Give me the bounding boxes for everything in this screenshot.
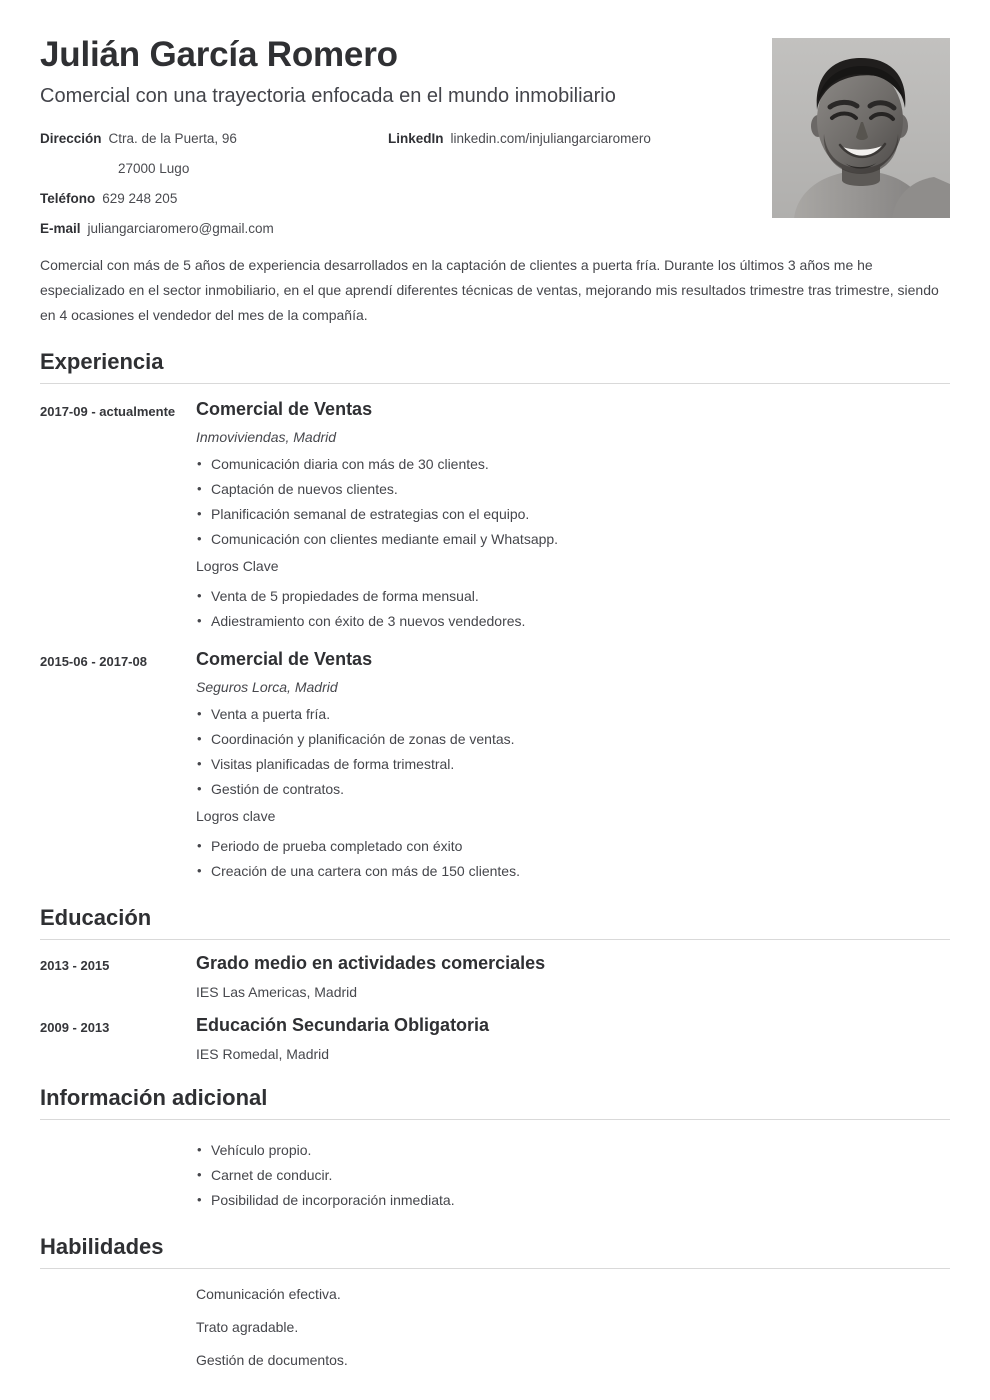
skills-body — [196, 1284, 950, 1370]
contact-email — [40, 221, 388, 236]
experience-duties-list — [196, 452, 950, 552]
address-value-line1: Ctra. de la Puerta, 96 — [108, 131, 237, 146]
headline-subtitle: Comercial con una trayectoria enfocada en el mundo inmobiliario — [40, 85, 616, 107]
phone-value[interactable]: 629 248 205 — [102, 191, 178, 206]
section-additional-info — [40, 1084, 950, 1213]
additional-info-entry — [40, 1133, 950, 1213]
experience-entry-date: 2017-09 - actualmente — [40, 404, 176, 419]
skills-entry — [40, 1282, 950, 1370]
education-entry — [40, 1013, 950, 1064]
email-value[interactable]: juliangarciaromero@gmail.com — [87, 221, 274, 236]
experience-entry-date: 2015-06 - 2017-08 — [40, 654, 147, 669]
section-experience — [40, 348, 950, 884]
list-item: • Carnet de conducir. — [196, 1163, 950, 1188]
email-label: E-mail — [40, 221, 81, 236]
professional-summary: Comercial con más de 5 años de experiencia desarrollados en la captación de clientes a puerta fría. Durante los últimos 3 años me he especializado en el sector inmobiliario, en el que aprendí diferentes técnicas de ventas, mejorando mis resultados trimestre tras trimestre, siendo en 4 ocasiones el vendedor del mes de la compañía. — [40, 257, 939, 323]
list-item: • Vehículo propio. — [196, 1138, 950, 1163]
experience-job-title: Comercial de Ventas — [196, 399, 373, 419]
experience-entry-body — [196, 647, 950, 884]
phone-label: Teléfono — [40, 191, 96, 206]
list-item: • Periodo de prueba completado con éxito — [196, 834, 950, 859]
section-skills — [40, 1233, 950, 1370]
education-degree: Grado medio en actividades comerciales — [196, 953, 546, 973]
contact-phone — [40, 191, 388, 206]
list-item: Gestión de documentos. — [196, 1352, 348, 1368]
page-title: Julián García Romero — [40, 35, 398, 74]
education-entry-body — [196, 951, 950, 1002]
list-item: • Coordinación y planificación de zonas de ventas. — [196, 727, 950, 752]
experience-achievements-label: Logros clave — [196, 808, 276, 824]
education-institution: IES Las Americas, Madrid — [196, 984, 358, 1000]
experience-duties-list — [196, 702, 950, 802]
list-item: • Captación de nuevos clientes. — [196, 477, 950, 502]
skills-spacer — [40, 1282, 196, 1370]
experience-achievements-label: Logros Clave — [196, 558, 279, 574]
address-value-line2: 27000 Lugo — [118, 161, 190, 176]
list-item: • Gestión de contratos. — [196, 777, 950, 802]
list-item: Trato agradable. — [196, 1319, 299, 1335]
education-entry-date: 2013 - 2015 — [40, 958, 110, 973]
experience-company: Inmoviviendas, Madrid — [196, 429, 337, 445]
contact-row-address-line2 — [40, 161, 740, 177]
experience-job-title: Comercial de Ventas — [196, 649, 373, 669]
experience-entry — [40, 397, 950, 634]
avatar — [772, 38, 950, 218]
contact-linkedin — [388, 131, 651, 146]
contact-row-address-linkedin — [40, 131, 740, 147]
education-entry-date: 2009 - 2013 — [40, 1020, 110, 1035]
list-item: • Venta a puerta fría. — [196, 702, 950, 727]
additional-info-spacer — [40, 1133, 196, 1213]
experience-company: Seguros Lorca, Madrid — [196, 679, 338, 695]
portrait-photo-icon — [772, 38, 950, 218]
additional-info-body — [196, 1133, 950, 1213]
education-entry — [40, 951, 950, 1002]
contact-row-email — [40, 221, 740, 237]
list-item: • Posibilidad de incorporación inmediata. — [196, 1188, 950, 1213]
contact-row-phone — [40, 191, 740, 207]
contact-address-line2 — [40, 161, 388, 176]
section-title-additional-info: Información adicional — [40, 1084, 950, 1120]
education-institution: IES Romedal, Madrid — [196, 1046, 330, 1062]
experience-achievements-list — [196, 584, 950, 634]
list-item: • Comunicación diaria con más de 30 clientes. — [196, 452, 950, 477]
section-title-education: Educación — [40, 904, 950, 940]
additional-info-list — [196, 1138, 950, 1213]
contact-address — [40, 131, 388, 146]
linkedin-value[interactable]: linkedin.com/injuliangarciaromero — [450, 131, 651, 146]
section-title-skills: Habilidades — [40, 1233, 950, 1269]
education-entry-body — [196, 1013, 950, 1064]
section-education — [40, 904, 950, 1064]
list-item: • Visitas planificadas de forma trimestral. — [196, 752, 950, 777]
contact-details — [40, 131, 740, 237]
experience-entry — [40, 647, 950, 884]
section-title-experience: Experiencia — [40, 348, 950, 384]
resume-header — [40, 0, 950, 328]
list-item: • Adiestramiento con éxito de 3 nuevos vendedores. — [196, 609, 950, 634]
experience-achievements-list — [196, 834, 950, 884]
list-item: Comunicación efectiva. — [196, 1286, 341, 1302]
list-item: • Comunicación con clientes mediante email y Whatsapp. — [196, 527, 950, 552]
linkedin-label: LinkedIn — [388, 131, 444, 146]
list-item: • Venta de 5 propiedades de forma mensual. — [196, 584, 950, 609]
experience-entry-body — [196, 397, 950, 634]
list-item: • Creación de una cartera con más de 150 clientes. — [196, 859, 950, 884]
education-degree: Educación Secundaria Obligatoria — [196, 1015, 490, 1035]
address-label: Dirección — [40, 131, 102, 146]
list-item: • Planificación semanal de estrategias con el equipo. — [196, 502, 950, 527]
